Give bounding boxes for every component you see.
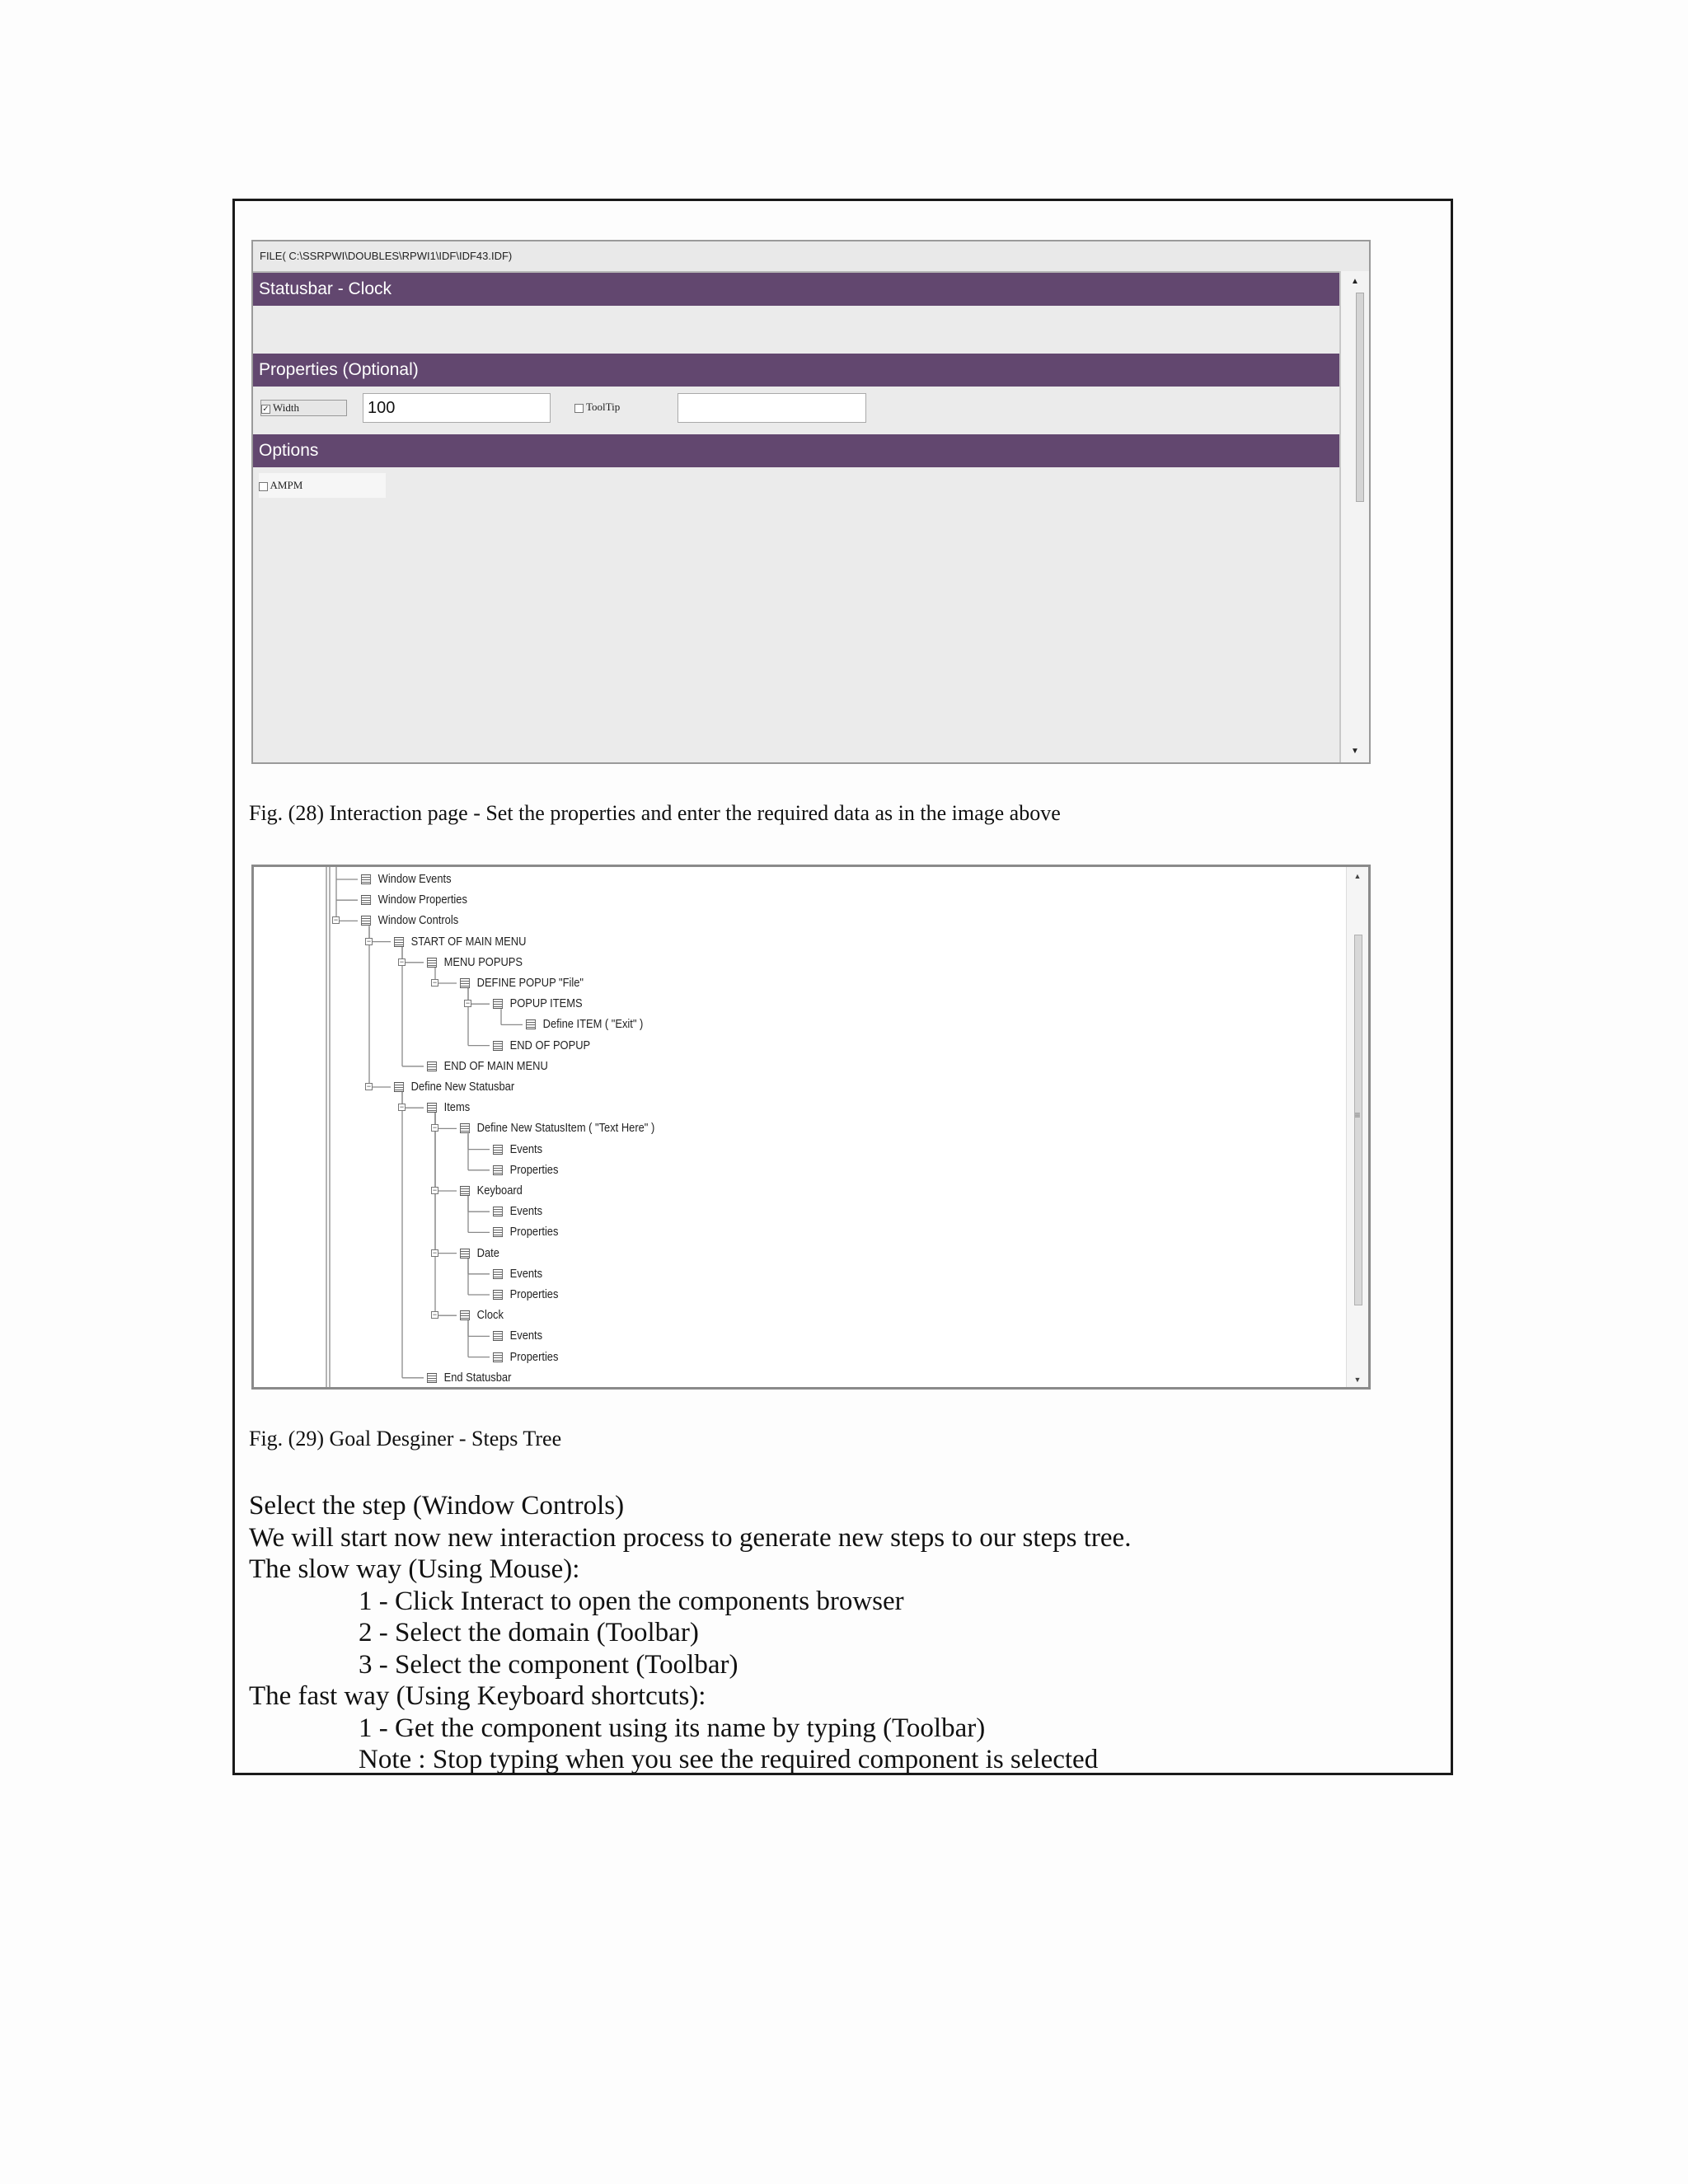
- collapse-icon[interactable]: −: [399, 1103, 405, 1112]
- tree-node[interactable]: [460, 1119, 654, 1137]
- instruction-step: 2 - Select the domain (Toolbar): [359, 1618, 699, 1647]
- tree-node[interactable]: [493, 1202, 542, 1221]
- tree-node-label: End Statusbar: [443, 1370, 512, 1385]
- tree-node[interactable]: [493, 995, 583, 1013]
- step-node-icon: [460, 1249, 470, 1258]
- instruction-step: 1 - Get the component using its name by typing (Toolbar): [359, 1713, 986, 1743]
- tree-node[interactable]: [526, 1015, 643, 1033]
- options-section-title: Options: [253, 434, 1339, 467]
- tree-node[interactable]: [460, 1244, 499, 1263]
- tree-node[interactable]: [394, 933, 526, 951]
- step-node-icon: [460, 1310, 470, 1320]
- collapse-icon[interactable]: −: [432, 1123, 438, 1132]
- instruction-step: 3 - Select the component (Toolbar): [359, 1650, 738, 1680]
- tree-node[interactable]: [427, 1099, 470, 1117]
- tree-node[interactable]: [427, 1057, 548, 1076]
- tree-node[interactable]: [427, 1369, 511, 1387]
- tree-node[interactable]: [493, 1161, 558, 1179]
- tree-node-label: Properties: [509, 1287, 559, 1301]
- step-node-icon: [361, 916, 371, 926]
- tree-node-label: END OF POPUP: [509, 1038, 591, 1052]
- tree-node[interactable]: [460, 1182, 523, 1200]
- step-node-icon: [427, 1103, 437, 1113]
- step-node-icon: [493, 1227, 503, 1237]
- tree-node[interactable]: [493, 1037, 590, 1055]
- interaction-page-screenshot: [251, 240, 1371, 764]
- scroll-down-icon[interactable]: ▼: [1353, 1376, 1362, 1384]
- tree-node-label: Events: [509, 1329, 543, 1343]
- checkbox-checked-icon[interactable]: ✓: [262, 404, 270, 414]
- tree-node[interactable]: [493, 1223, 558, 1241]
- scroll-up-icon[interactable]: ▲: [1351, 277, 1359, 286]
- figure-29-caption: Fig. (29) Goal Desginer - Steps Tree: [249, 1427, 562, 1451]
- tree-node-label: DEFINE POPUP "File": [476, 976, 584, 990]
- tree-node-label: Properties: [509, 1349, 559, 1364]
- instruction-line: The fast way (Using Keyboard shortcuts):: [249, 1681, 706, 1711]
- step-node-icon: [427, 1373, 437, 1383]
- tree-node[interactable]: [493, 1141, 542, 1159]
- scroll-thumb[interactable]: [1356, 293, 1364, 502]
- file-path-bar: FILE( C:\SSRPWI\DOUBLES\RPWI1\IDF\IDF43.IDF): [253, 241, 1369, 273]
- scroll-down-icon[interactable]: ▼: [1351, 747, 1359, 756]
- step-node-icon: [493, 1290, 503, 1300]
- collapse-icon[interactable]: −: [432, 1186, 438, 1194]
- collapse-icon[interactable]: −: [333, 916, 339, 925]
- step-node-icon: [394, 1082, 404, 1092]
- step-node-icon: [493, 999, 503, 1009]
- checkbox-unchecked-icon[interactable]: [259, 482, 268, 491]
- tree-node-label: Clock: [476, 1308, 504, 1323]
- tree-node[interactable]: [361, 891, 467, 909]
- steps-tree-screenshot: [251, 865, 1371, 1390]
- step-node-icon: [361, 874, 371, 884]
- tree-node-label: Define New Statusbar: [410, 1080, 515, 1094]
- tree-scrollbar[interactable]: [1346, 867, 1368, 1387]
- vertical-scrollbar[interactable]: [1339, 271, 1369, 762]
- tree-node-label: Items: [443, 1100, 471, 1115]
- scroll-grip-icon: ≡: [1354, 1109, 1361, 1121]
- collapse-icon[interactable]: −: [432, 1248, 438, 1257]
- step-node-icon: [493, 1165, 503, 1175]
- tree-node[interactable]: [493, 1265, 542, 1283]
- tooltip-input[interactable]: [678, 393, 866, 423]
- tree-node[interactable]: [394, 1078, 514, 1096]
- tree-node-label: START OF MAIN MENU: [410, 934, 527, 949]
- tree-node[interactable]: [493, 1327, 542, 1345]
- tooltip-checkbox[interactable]: [574, 400, 632, 415]
- instruction-note: Note : Stop typing when you see the required component is selected: [359, 1745, 1099, 1774]
- tree-node-label: Define ITEM ( "Exit" ): [542, 1017, 644, 1032]
- tree-node-label: MENU POPUPS: [443, 954, 523, 969]
- instruction-line: Select the step (Window Controls): [249, 1491, 625, 1521]
- step-node-icon: [361, 895, 371, 905]
- tree-node-label: Events: [509, 1204, 543, 1219]
- tree-node-label: Properties: [509, 1162, 559, 1177]
- width-input[interactable]: 100: [363, 393, 551, 423]
- checkbox-unchecked-icon[interactable]: [574, 404, 584, 413]
- step-node-icon: [460, 978, 470, 988]
- width-label: Width: [273, 401, 299, 414]
- step-node-icon: [493, 1145, 503, 1155]
- step-node-icon: [427, 1062, 437, 1071]
- instruction-line: The slow way (Using Mouse):: [249, 1554, 580, 1584]
- collapse-icon[interactable]: −: [399, 957, 405, 966]
- step-node-icon: [427, 958, 437, 968]
- ampm-checkbox[interactable]: [259, 473, 386, 498]
- step-node-icon: [493, 1207, 503, 1216]
- instruction-line: We will start now new interaction process to generate new steps to our steps tree.: [249, 1523, 1132, 1553]
- tree-node-label: POPUP ITEMS: [509, 996, 583, 1011]
- width-checkbox[interactable]: [260, 400, 347, 416]
- step-node-icon: [526, 1019, 536, 1029]
- tree-node-label: Define New StatusItem ( "Text Here" ): [476, 1121, 655, 1136]
- tree-node-label: Window Properties: [377, 893, 467, 907]
- tree-node[interactable]: [493, 1286, 558, 1304]
- tree-node[interactable]: [493, 1348, 558, 1366]
- collapse-icon[interactable]: −: [366, 936, 372, 945]
- scroll-up-icon[interactable]: ▲: [1353, 872, 1362, 880]
- tree-node[interactable]: [361, 912, 458, 930]
- tree-node-label: Events: [509, 1266, 543, 1281]
- properties-section-title: Properties (Optional): [253, 354, 1339, 387]
- collapse-icon[interactable]: −: [366, 1082, 372, 1090]
- tree-node-label: Events: [509, 1141, 543, 1156]
- tree-node-label: Date: [476, 1245, 499, 1260]
- interaction-content: [253, 273, 1339, 762]
- tooltip-label: ToolTip: [586, 401, 621, 413]
- figure-28-caption: Fig. (28) Interaction page - Set the properties and enter the required data as in the image above: [249, 801, 1061, 825]
- collapse-icon[interactable]: −: [465, 999, 471, 1008]
- tree-node[interactable]: [460, 1306, 504, 1324]
- tree-node[interactable]: [460, 974, 584, 992]
- step-node-icon: [493, 1269, 503, 1279]
- tree-node-label: Window Controls: [377, 913, 459, 928]
- instruction-step: 1 - Click Interact to open the components browser: [359, 1586, 904, 1616]
- step-node-icon: [493, 1041, 503, 1051]
- tree-node-label: END OF MAIN MENU: [443, 1058, 548, 1073]
- step-node-icon: [460, 1123, 470, 1133]
- step-node-icon: [394, 937, 404, 947]
- collapse-icon[interactable]: −: [432, 978, 438, 987]
- tree-node[interactable]: [361, 870, 452, 888]
- tree-node-label: Properties: [509, 1225, 559, 1240]
- collapse-icon[interactable]: −: [432, 1310, 438, 1319]
- tree-node-label: Keyboard: [476, 1183, 523, 1197]
- step-node-icon: [460, 1186, 470, 1196]
- step-node-icon: [493, 1331, 503, 1341]
- step-node-icon: [493, 1352, 503, 1362]
- tree-node[interactable]: [427, 954, 523, 972]
- ampm-label: AMPM: [270, 479, 303, 491]
- tree-node-label: Window Events: [377, 872, 452, 886]
- section-title: Statusbar - Clock: [253, 273, 1339, 306]
